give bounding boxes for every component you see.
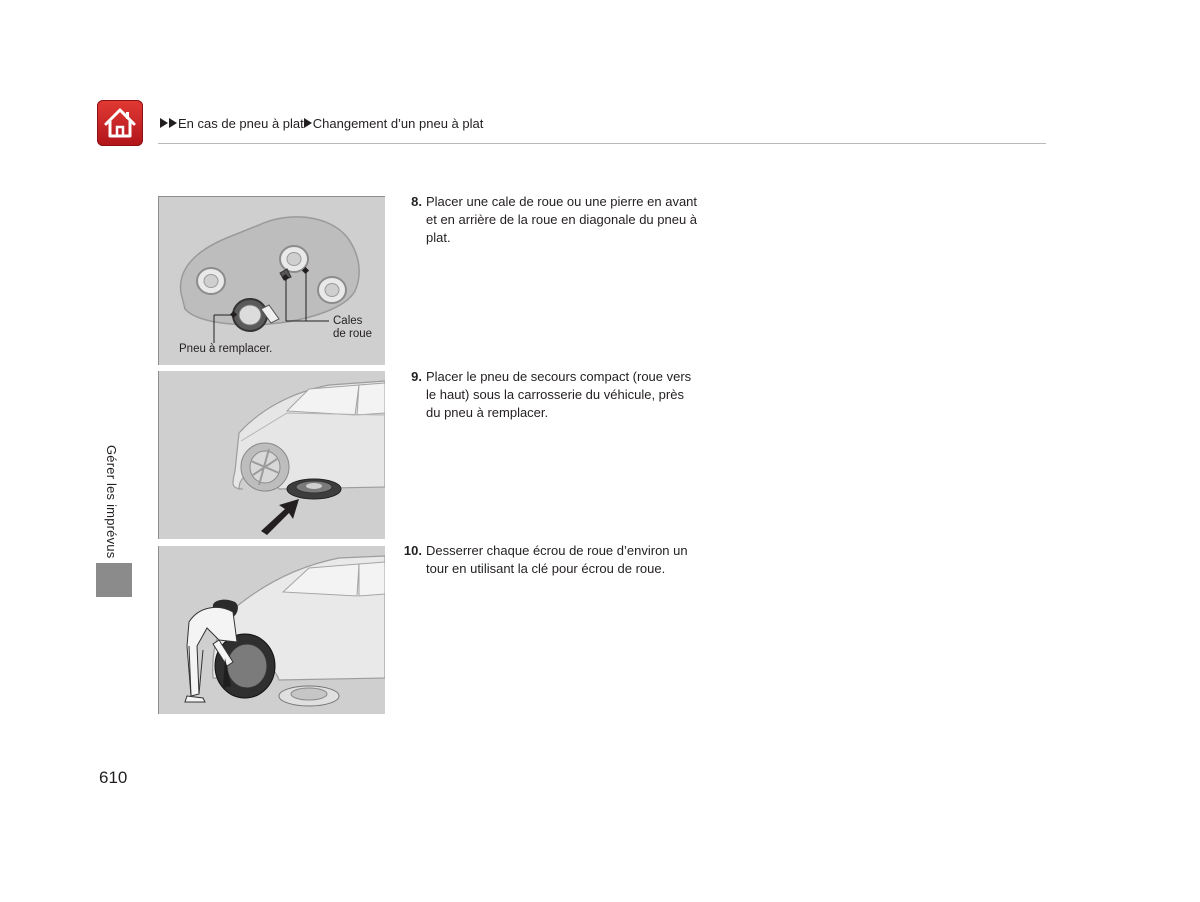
home-icon <box>97 100 143 146</box>
step-text: Placer le pneu de secours compact (roue vers le haut) sous la carrosserie du véhicule, près du pneu à remplacer. <box>426 369 692 420</box>
triangle-right-icon <box>169 118 177 128</box>
breadcrumb-page: Changement d’un pneu à plat <box>312 116 484 131</box>
step-number: 8. <box>411 194 422 209</box>
chapter-label: Gérer les imprévus <box>104 445 119 559</box>
step-text: Placer une cale de roue ou une pierre en avant et en arrière de la roue en diagonale du pneu à plat. <box>426 194 698 245</box>
step-number: 9. <box>411 369 422 384</box>
triangle-right-icon <box>304 118 312 128</box>
step-number: 10. <box>403 543 422 558</box>
label-wheel-chocks-1: Cales <box>333 315 363 327</box>
chapter-tab[interactable] <box>96 563 132 597</box>
page-number: 610 <box>99 768 128 787</box>
breadcrumb <box>160 116 483 131</box>
header-divider <box>158 143 1046 144</box>
illustration-person-loosening-nuts <box>159 546 385 714</box>
triangle-right-icon <box>160 118 168 128</box>
label-wheel-chocks-2: de roue <box>333 328 373 340</box>
figure-wheel-chocks <box>158 196 385 365</box>
home-button[interactable] <box>97 100 143 146</box>
step-text: Desserrer chaque écrou de roue d’environ un tour en utilisant la clé pour écrou de roue. <box>426 543 688 576</box>
breadcrumb-section[interactable]: En cas de pneu à plat <box>178 116 304 131</box>
figure-spare-under-vehicle <box>158 371 385 539</box>
illustration-spare-placement <box>159 371 385 539</box>
figure-loosen-lug-nuts <box>158 546 385 714</box>
label-flat-tire: Pneu à remplacer. <box>179 343 273 355</box>
